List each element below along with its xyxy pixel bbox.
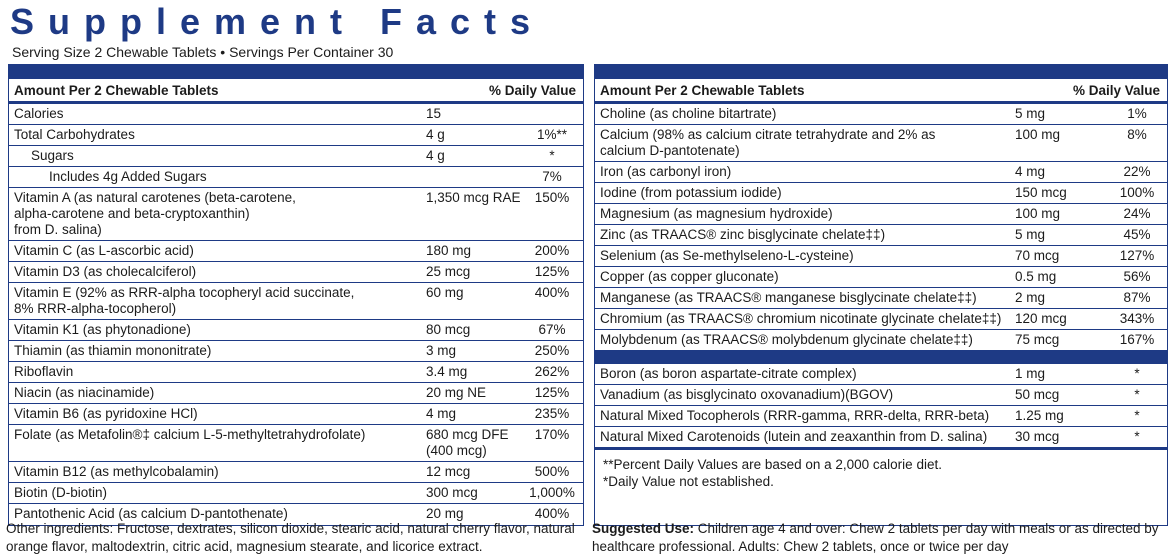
- right-facts-panel: [594, 64, 1168, 526]
- nutrient-name: Vitamin B6 (as pyridoxine HCl): [14, 406, 198, 421]
- nutrient-amount: 20 mg NE: [426, 385, 487, 400]
- nutrient-row: [595, 162, 1167, 183]
- nutrient-amount: 1,350 mcg RAE: [426, 190, 521, 205]
- nutrient-daily-value: 45%: [1123, 227, 1151, 242]
- nutrient-daily-value: 150%: [534, 190, 570, 205]
- nutrient-row: [595, 225, 1167, 246]
- nutrient-amount: 3 mg: [426, 343, 457, 358]
- nutrient-row: [9, 125, 583, 146]
- nutrient-amount: 100 mg: [1015, 127, 1061, 142]
- suggested-use: [592, 520, 1176, 556]
- nutrient-row: [9, 146, 583, 167]
- nutrient-daily-value: 262%: [534, 364, 570, 379]
- nutrient-daily-value: *: [1134, 387, 1140, 402]
- nutrient-amount: 12 mcg: [426, 464, 471, 479]
- right-header: [595, 79, 1167, 101]
- nutrient-amount: 2 mg: [1015, 290, 1046, 305]
- nutrient-amount: 20 mg: [426, 506, 464, 521]
- nutrient-row: [595, 288, 1167, 309]
- nutrient-name: Molybdenum (as TRAACS® molybdenum glycinate chelate‡‡): [600, 332, 973, 347]
- nutrient-amount: 15: [426, 106, 442, 121]
- nutrient-amount: 4 mg: [426, 406, 457, 421]
- suggested-use-text: Children age 4 and over: Chew 2 tablets per day with meals or as directed by healthcare professional. Adults: Chew 2 tablets, once or twice per day: [592, 521, 1159, 554]
- nutrient-name: Vitamin K1 (as phytonadione): [14, 322, 191, 337]
- nutrient-daily-value: 500%: [534, 464, 570, 479]
- nutrient-daily-value: 1%: [1127, 106, 1147, 121]
- nutrient-name: Selenium (as Se-methylseleno-L-cysteine): [600, 248, 854, 263]
- nutrient-amount: 0.5 mg: [1015, 269, 1057, 284]
- right-nutrient-list: [595, 104, 1167, 350]
- nutrient-amount: 5 mg: [1015, 227, 1046, 242]
- nutrient-row: [9, 383, 583, 404]
- nutrient-daily-value: 400%: [534, 506, 570, 521]
- nutrient-daily-value: 1,000%: [529, 485, 575, 500]
- left-header-amount: Amount Per 2 Chewable Tablets: [14, 82, 219, 98]
- nutrient-name: Manganese (as TRAACS® manganese bisglycinate chelate‡‡): [600, 290, 977, 305]
- nutrient-name: Vitamin A (as natural carotenes (beta-carotene, alpha-carotene and beta-cryptoxanthin) from D. salina): [14, 190, 296, 237]
- page-title: Supplement Facts: [10, 1, 545, 42]
- nutrient-amount: 4 g: [426, 148, 445, 163]
- nutrient-amount: 1 mg: [1015, 366, 1046, 381]
- nutrient-daily-value: *: [1134, 408, 1140, 423]
- suggested-use-label: Suggested Use:: [592, 521, 695, 536]
- nutrient-daily-value: *: [1134, 366, 1140, 381]
- nutrient-daily-value: 56%: [1123, 269, 1151, 284]
- footnote-percent: **Percent Daily Values are based on a 2,000 calorie diet.: [603, 457, 942, 472]
- right-header-dv: % Daily Value: [1072, 82, 1160, 98]
- nutrient-row: [9, 167, 583, 188]
- right-header-amount: Amount Per 2 Chewable Tablets: [600, 82, 805, 98]
- nutrient-row: [595, 204, 1167, 225]
- nutrient-row: [9, 320, 583, 341]
- other-ingredients: Other ingredients: Fructose, dextrates, silicon dioxide, stearic acid, natural cherry flavor, natural orange flavor, maltodextrin, citric acid, magnesium stearate, and licorice extract.: [6, 521, 575, 554]
- nutrient-row: [9, 188, 583, 241]
- left-facts-panel: [8, 64, 584, 526]
- nutrient-row: [9, 483, 583, 504]
- nutrient-name: Magnesium (as magnesium hydroxide): [600, 206, 833, 221]
- nutrient-daily-value: 24%: [1123, 206, 1151, 221]
- nutrient-name: Natural Mixed Tocopherols (RRR-gamma, RRR-delta, RRR-beta): [600, 408, 990, 423]
- nutrient-row: [9, 241, 583, 262]
- nutrient-name: Vitamin D3 (as cholecalciferol): [14, 264, 197, 279]
- nutrient-name: Pantothenic Acid (as calcium D-pantothenate): [14, 506, 288, 521]
- nutrient-daily-value: 87%: [1123, 290, 1151, 305]
- nutrient-name: Vitamin E (92% as RRR-alpha tocopheryl acid succinate, 8% RRR-alpha-tocopherol): [14, 285, 355, 316]
- nutrient-name: Biotin (D-biotin): [14, 485, 108, 500]
- nutrient-name: Vitamin C (as L-ascorbic acid): [14, 243, 194, 258]
- nutrient-name: Natural Mixed Carotenoids (lutein and zeaxanthin from D. salina): [600, 429, 988, 444]
- nutrient-name: Sugars: [31, 148, 74, 163]
- nutrient-row: [595, 427, 1167, 447]
- nutrient-amount: 75 mcg: [1015, 332, 1060, 347]
- nutrient-daily-value: 8%: [1127, 127, 1147, 142]
- nutrient-daily-value: 343%: [1119, 311, 1155, 326]
- nutrient-name: Copper (as copper gluconate): [600, 269, 779, 284]
- nutrient-amount: 30 mcg: [1015, 429, 1060, 444]
- nutrient-daily-value: 67%: [538, 322, 566, 337]
- nutrient-amount: 50 mcg: [1015, 387, 1060, 402]
- left-header-dv: % Daily Value: [488, 82, 576, 98]
- nutrient-name: Chromium (as TRAACS® chromium nicotinate glycinate chelate‡‡): [600, 311, 1002, 326]
- nutrient-daily-value: 125%: [534, 385, 570, 400]
- nutrient-row: [9, 404, 583, 425]
- nutrient-daily-value: 235%: [534, 406, 570, 421]
- nutrient-name: Iron (as carbonyl iron): [600, 164, 732, 179]
- nutrient-name: Zinc (as TRAACS® zinc bisglycinate chelate‡‡): [600, 227, 886, 242]
- nutrient-amount: 120 mcg: [1015, 311, 1067, 326]
- nutrient-name: Thiamin (as thiamin mononitrate): [14, 343, 212, 358]
- nutrient-amount: 25 mcg: [426, 264, 471, 279]
- nutrient-daily-value: *: [549, 148, 555, 163]
- nutrient-daily-value: 200%: [534, 243, 570, 258]
- nutrient-daily-value: 7%: [542, 169, 562, 184]
- nutrient-row: [595, 309, 1167, 330]
- nutrient-row: [595, 104, 1167, 125]
- nutrient-amount: 100 mg: [1015, 206, 1061, 221]
- nutrient-daily-value: 167%: [1119, 332, 1155, 347]
- nutrient-daily-value: 127%: [1119, 248, 1155, 263]
- nutrient-row: [9, 283, 583, 320]
- nutrient-name: Folate (as Metafolin®‡ calcium L-5-methyltetrahydrofolate): [14, 427, 366, 442]
- nutrient-row: [595, 385, 1167, 406]
- nutrient-amount: 680 mcg DFE (400 mcg): [426, 427, 509, 458]
- nutrient-name: Niacin (as niacinamide): [14, 385, 155, 400]
- nutrient-row: [595, 330, 1167, 350]
- nutrient-name: Choline (as choline bitartrate): [600, 106, 777, 121]
- left-header: [9, 79, 583, 101]
- nutrient-amount: 1.25 mg: [1015, 408, 1064, 423]
- nutrient-amount: 3.4 mg: [426, 364, 468, 379]
- nutrient-daily-value: 22%: [1123, 164, 1151, 179]
- nutrient-name: Total Carbohydrates: [14, 127, 135, 142]
- nutrient-amount: 80 mcg: [426, 322, 471, 337]
- nutrient-daily-value: 170%: [534, 427, 570, 442]
- nutrient-daily-value: 125%: [534, 264, 570, 279]
- left-top-bar: [9, 65, 583, 79]
- right-top-bar: [595, 65, 1167, 79]
- nutrient-row: [595, 406, 1167, 427]
- nutrient-amount: 180 mg: [426, 243, 472, 258]
- nutrient-amount: 4 mg: [1015, 164, 1046, 179]
- right-other-list: [595, 364, 1167, 447]
- nutrient-amount: 60 mg: [426, 285, 464, 300]
- nutrient-amount: 150 mcg: [1015, 185, 1067, 200]
- nutrient-amount: 70 mcg: [1015, 248, 1060, 263]
- nutrient-row: [595, 364, 1167, 385]
- nutrient-daily-value: 250%: [534, 343, 570, 358]
- nutrient-name: Includes 4g Added Sugars: [49, 169, 207, 184]
- nutrient-row: [9, 425, 583, 462]
- nutrient-name: Boron (as boron aspartate-citrate complex): [600, 366, 857, 381]
- nutrient-row: [9, 341, 583, 362]
- notes-rule: [595, 447, 1167, 450]
- nutrient-row: [595, 125, 1167, 162]
- left-nutrient-list: [9, 104, 583, 524]
- nutrient-row: [595, 246, 1167, 267]
- nutrient-row: [9, 104, 583, 125]
- nutrient-row: [9, 262, 583, 283]
- nutrient-row: [595, 183, 1167, 204]
- nutrient-daily-value: 400%: [534, 285, 570, 300]
- nutrient-name: Riboflavin: [14, 364, 74, 379]
- footnote-not-established: *Daily Value not established.: [603, 474, 774, 489]
- nutrient-name: Iodine (from potassium iodide): [600, 185, 782, 200]
- right-section-separator: [595, 350, 1167, 364]
- nutrient-name: Calories: [14, 106, 64, 121]
- nutrient-row: [9, 462, 583, 483]
- nutrient-daily-value: 100%: [1119, 185, 1155, 200]
- serving-info: Serving Size 2 Chewable Tablets • Servings Per Container 30: [12, 44, 394, 60]
- nutrient-name: Vanadium (as bisglycinato oxovanadium)(BGOV): [600, 387, 894, 402]
- nutrient-amount: 5 mg: [1015, 106, 1046, 121]
- nutrient-row: [9, 362, 583, 383]
- nutrient-row: [595, 267, 1167, 288]
- nutrient-daily-value: *: [1134, 429, 1140, 444]
- nutrient-daily-value: 1%**: [536, 127, 568, 142]
- nutrient-name: Vitamin B12 (as methylcobalamin): [14, 464, 219, 479]
- nutrient-name: Calcium (98% as calcium citrate tetrahydrate and 2% as calcium D-pantotenate): [600, 127, 936, 158]
- nutrient-amount: 300 mcg: [426, 485, 478, 500]
- nutrient-amount: 4 g: [426, 127, 445, 142]
